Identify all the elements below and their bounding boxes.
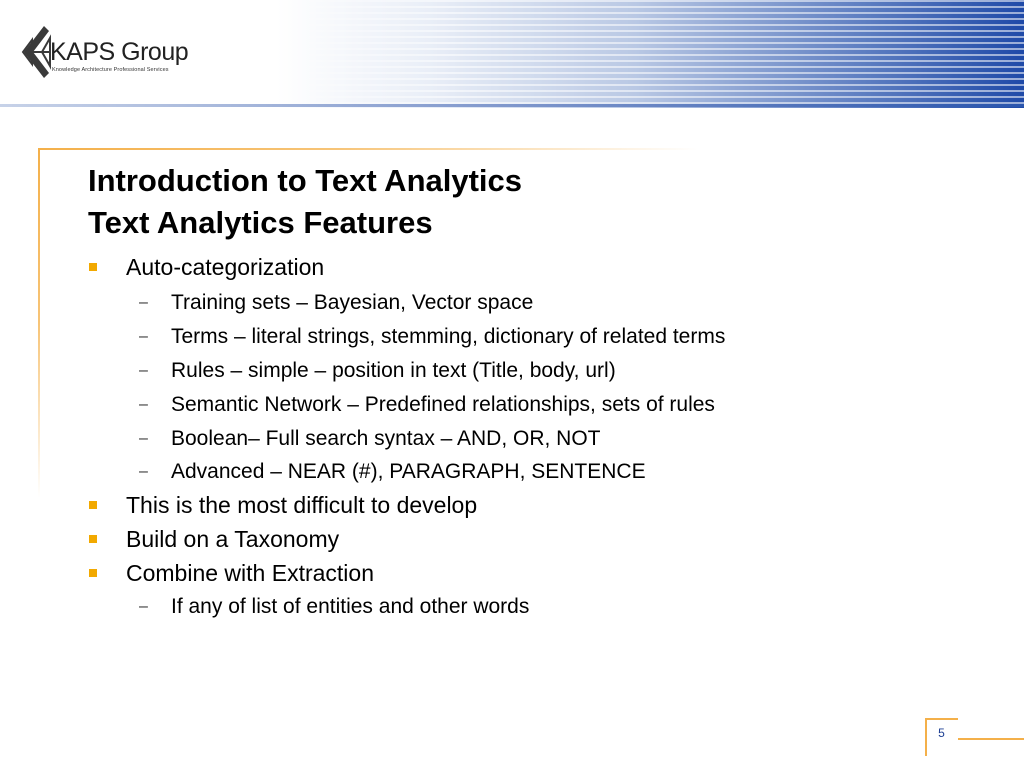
bullet-square-icon	[89, 263, 97, 271]
sub-bullet-text: If any of list of entities and other words	[171, 595, 530, 618]
logo-wordmark: KAPS Group	[50, 38, 189, 66]
bullet-item	[0, 490, 900, 520]
sub-bullet-text: Boolean– Full search syntax – AND, OR, NOT	[171, 427, 601, 450]
bullet-square-icon	[89, 535, 97, 543]
slide-title	[88, 160, 522, 244]
dash-icon: –	[139, 362, 148, 379]
dash-icon: –	[139, 598, 148, 615]
company-logo	[20, 22, 220, 82]
sub-bullet-text: Rules – simple – position in text (Title, body, url)	[171, 359, 616, 382]
sub-bullet-item	[0, 356, 900, 386]
sub-bullet-item	[0, 390, 900, 420]
bullet-item	[0, 252, 900, 282]
sub-bullet-item	[0, 592, 900, 622]
bullet-item	[0, 558, 900, 588]
sub-bullet-text: Semantic Network – Predefined relationships, sets of rules	[171, 393, 715, 416]
title-line-1: Introduction to Text Analytics	[88, 163, 523, 198]
bullet-text: Build on a Taxonomy	[126, 526, 340, 552]
sub-bullet-item	[0, 322, 900, 352]
header-rule	[0, 104, 1024, 107]
logo-tagline: Knowledge Architecture Professional Services	[52, 67, 169, 73]
dash-icon: –	[139, 328, 148, 345]
page-number-rule	[958, 738, 1024, 740]
sub-bullet-text: Advanced – NEAR (#), PARAGRAPH, SENTENCE	[171, 460, 646, 483]
dash-icon: –	[139, 463, 148, 480]
header-stripes	[250, 0, 1024, 108]
sub-bullet-text: Terms – literal strings, stemming, dictionary of related terms	[171, 325, 726, 348]
dash-icon: –	[139, 294, 148, 311]
page-number: 5	[938, 726, 945, 740]
bullet-item	[0, 524, 900, 554]
bullet-text: Auto-categorization	[126, 254, 325, 280]
bullet-text: This is the most difficult to develop	[126, 492, 478, 518]
bullet-square-icon	[89, 569, 97, 577]
dash-icon: –	[139, 396, 148, 413]
sub-bullet-item	[0, 457, 900, 487]
dash-icon: –	[139, 430, 148, 447]
bullet-text: Combine with Extraction	[126, 560, 374, 586]
frame-top-line	[38, 148, 698, 150]
sub-bullet-item	[0, 288, 900, 318]
title-line-2: Text Analytics Features	[88, 205, 433, 240]
sub-bullet-item	[0, 424, 900, 454]
bullet-square-icon	[89, 501, 97, 509]
sub-bullet-text: Training sets – Bayesian, Vector space	[171, 291, 534, 314]
